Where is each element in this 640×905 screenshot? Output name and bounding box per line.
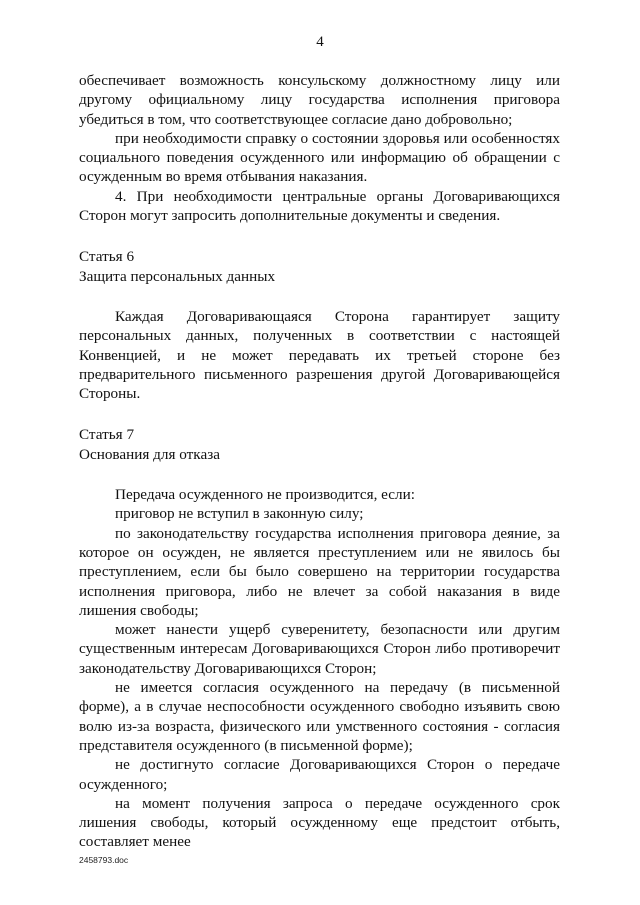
article-7-title: Основания для отказа	[79, 445, 220, 463]
article-7-number: Статья 7	[79, 426, 135, 444]
page-number: 4	[316, 34, 324, 50]
paragraph: может нанести ущерб суверенитету, безопасности или другим существенным интересам Договаривающихся Сторон либо противоречит законодательству Договаривающихся Сторон;	[79, 621, 560, 677]
paragraph: не имеется согласия осужденного на передачу (в письменной форме), а в случае неспособности осужденного свободно изъявить свою волю из-за возраста, физического или умственного состояния - согласия представителя осужденного (в письменной форме);	[79, 679, 560, 754]
article-6-number: Статья 6	[79, 248, 135, 266]
paragraph: Каждая Договаривающаяся Сторона гарантирует защиту персональных данных, полученных в соответствии с настоящей Конвенцией, и не может передавать их третьей стороне без предварительного письменного разрешения другой Договаривающейся Стороны.	[79, 307, 560, 403]
paragraph: не достигнуто согласие Договаривающихся Сторон о передаче осужденного;	[79, 756, 560, 793]
document-id: 2458793.doc	[79, 855, 129, 865]
paragraph: при необходимости справку о состоянии здоровья или особенностях социального поведения осужденного или информацию об обращении с осужденным во время отбывания наказания.	[79, 129, 560, 186]
paragraph: по законодательству государства исполнения приговора деяние, за которое он осужден, не является преступлением или не явилось бы преступлением, если бы было совершено на территории государства исполнения приговора, либо не влечет за собой наказания в виде лишения свободы;	[79, 524, 560, 619]
document-body	[79, 71, 560, 852]
paragraph: 4. При необходимости центральные органы Договаривающихся Сторон могут запросить дополнительные документы и сведения.	[79, 187, 560, 225]
paragraph: Передача осужденного не производится, если:	[115, 486, 415, 504]
paragraph: обеспечивает возможность консульскому должностному лицу или другому официальному лицу государства исполнения приговора убедиться в том, что соответствующее согласие дано добровольно;	[79, 72, 560, 128]
paragraph: на момент получения запроса о передаче осужденного срок лишения свободы, который осужденному еще предстоит отбыть, составляет менее	[79, 794, 560, 851]
paragraph: приговор не вступил в законную силу;	[115, 505, 364, 523]
article-6-title: Защита персональных данных	[79, 267, 276, 285]
